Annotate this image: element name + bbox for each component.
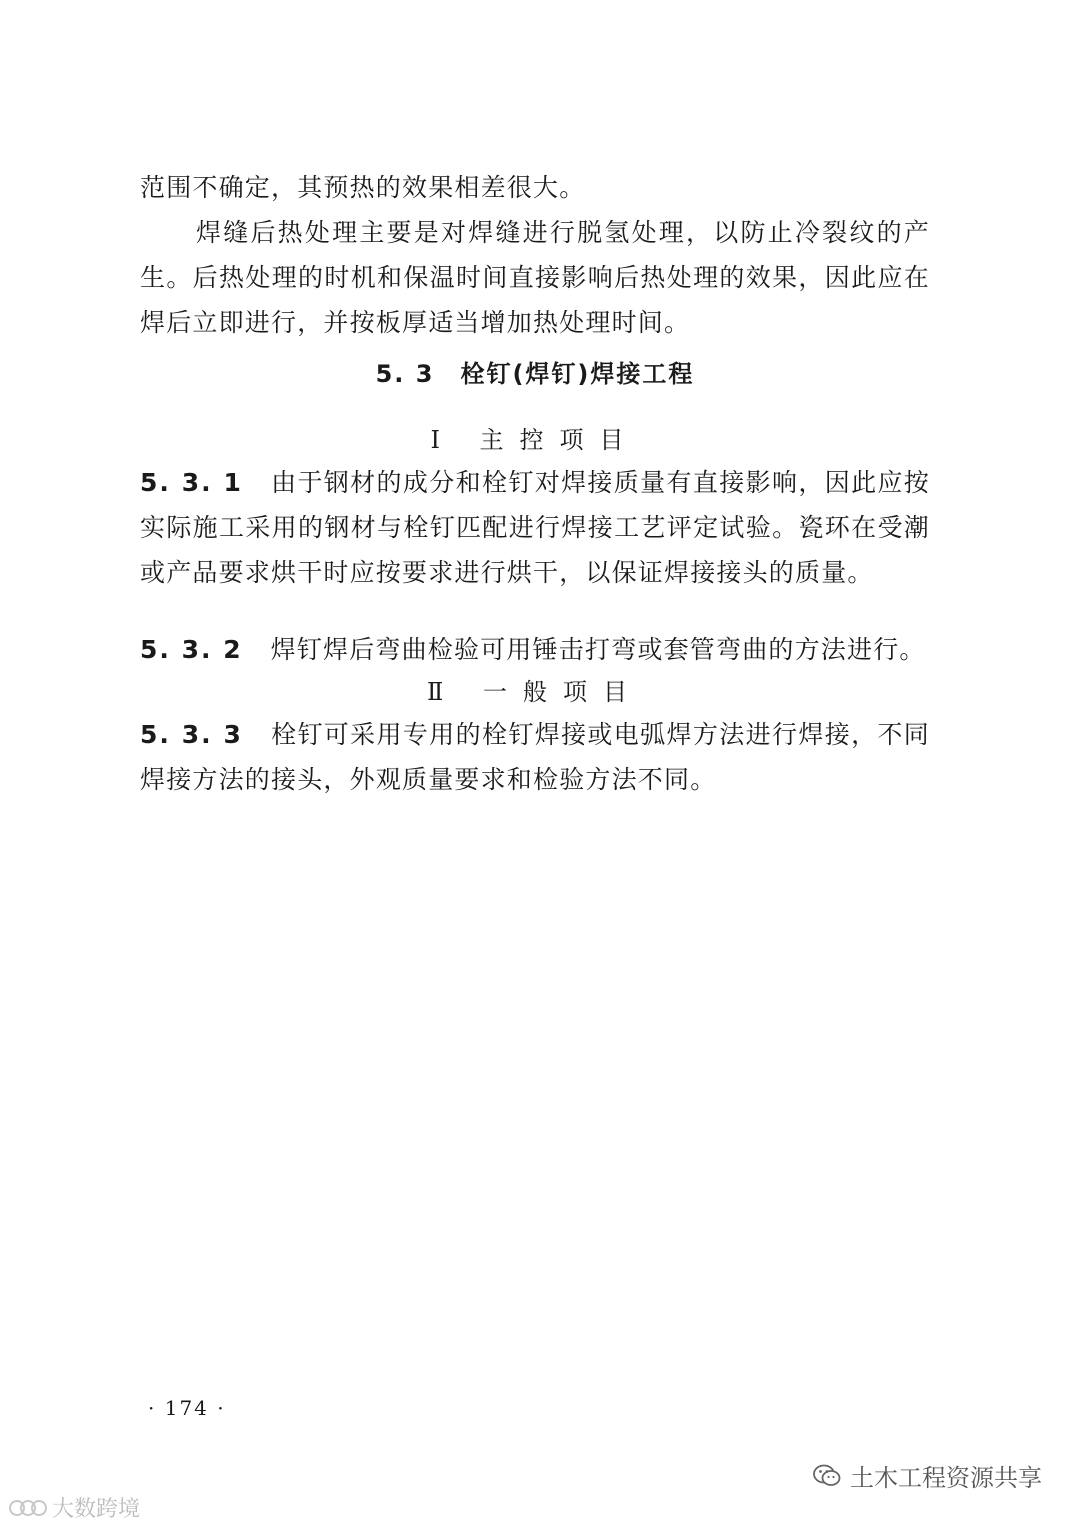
watermark-source: [812, 1458, 1042, 1493]
section-title: 栓钉(焊钉)焊接工程: [460, 360, 695, 388]
page-number: · 174 ·: [148, 1396, 226, 1420]
brand-logo-icon: [8, 1496, 48, 1520]
watermark-brand: [8, 1492, 140, 1523]
paragraph-2: 焊缝后热处理主要是对焊缝进行脱氢处理，以防止冷裂纹的产生。后热处理的时机和保温时间直接影响后热处理的效果，因此应在焊后立即进行，并按板厚适当增加热处理时间。: [140, 218, 930, 337]
watermark-brand-text: 大数跨境: [52, 1497, 141, 1522]
watermark-source-text: 土木工程资源共享: [850, 1464, 1042, 1492]
section-heading: [140, 352, 930, 397]
clause-number: 5. 3. 2: [140, 635, 243, 664]
clause-text: 焊钉焊后弯曲检验可用锤击打弯或套管弯曲的方法进行。: [270, 635, 926, 664]
clause-number: 5. 3. 1: [140, 468, 243, 497]
clause-5-3-2: [140, 627, 930, 672]
paragraph-1: 范围不确定，其预热的效果相差很大。: [140, 173, 586, 202]
wechat-icon: [812, 1463, 842, 1489]
clause-text: 由于钢材的成分和栓钉对焊接质量有直接影响，因此应按实际施工采用的钢材与栓钉匹配进行焊接工艺评定试验。瓷环在受潮或产品要求烘干时应按要求进行烘干，以保证焊接接头的质量。: [140, 468, 930, 587]
section-number: 5. 3: [375, 360, 435, 388]
sub-heading-main-items: Ⅰ 主控项目: [430, 426, 640, 454]
clause-number: 5. 3. 3: [140, 720, 243, 749]
clause-5-3-1: [140, 460, 930, 595]
sub-heading-general-items: Ⅱ 一般项目: [427, 678, 643, 706]
clause-5-3-3: [140, 712, 930, 802]
clause-text: 栓钉可采用专用的栓钉焊接或电弧焊方法进行焊接，不同焊接方法的接头，外观质量要求和检验方法不同。: [140, 720, 930, 794]
